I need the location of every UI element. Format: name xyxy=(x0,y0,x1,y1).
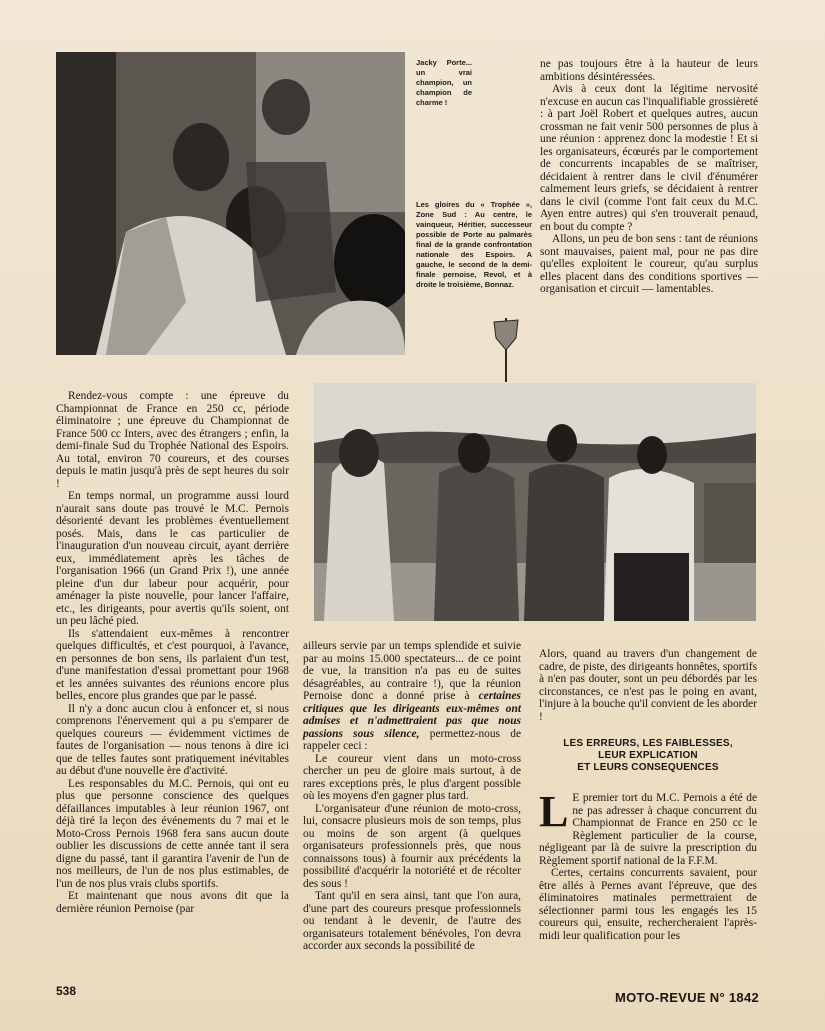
magazine-issue: MOTO-REVUE N° 1842 xyxy=(615,990,760,1005)
paragraph: Tant qu'il en sera ainsi, tant que l'on aura, d'une part des coureurs presque professionnels ou tendant à le devenir, de l'autre des organisateurs totalement bénévoles, l'on devra accorder aux seconds la possibilité de xyxy=(303,890,521,952)
photo-podium-riders xyxy=(314,383,756,621)
paragraph: Avis à ceux dont la légitime nervosité n'excuse en aucun cas l'inqualifiable grossièreté : à part Joël Robert et quelques autres, aucun crossman ne fait venir 500 personnes de plus à une réunion : apprenez donc la modestie ! Et si les organisateurs, écœurés par le comportement de concurrents incapables de se maîtriser, décidaient à rentrer dans le civil d'énumérer calmement leurs griefs, se décidaient à rentrer dans le civil (comme l'ont fait ceux du M.C. Ayen entre autres) qui s'en trouverait penaud, en bout du compte ? xyxy=(540,83,758,233)
photo-porte-congratulated xyxy=(56,52,405,355)
emphasis: certaines critiques que les dirigeants eux-mêmes ont admises et n'admettraient pas que nous passions sous silence, xyxy=(303,690,521,740)
paragraph: ne pas toujours être à la hauteur de leurs ambitions désintéressées. xyxy=(540,58,758,83)
paragraph: Et maintenant que nous avons dit que la dernière réunion Pernoise (par xyxy=(56,890,289,915)
heading-line: LEUR EXPLICATION xyxy=(598,750,698,761)
column-1 xyxy=(56,390,289,915)
paragraph: Alors, quand au travers d'un changement de cadre, de piste, des dirigeants honnêtes, sportifs à n'en pas douter, sont un peu débordés par les circonstances, ce n'est pas le poing en avant, l'injure à la bouche qu'il convient de les aborder ! xyxy=(539,648,757,723)
heading-line: ET LEURS CONSEQUENCES xyxy=(577,762,719,773)
paragraph: En temps normal, un programme aussi lourd n'aurait sans doute pas trouvé le M.C. Pernois désorienté devant les problèmes éventuellement posés. Mais, dans le cas particulier de l'inauguration d'un nouveau circuit, ayant derrière eux, immédiatement après les tâches de l'organisation 1966 (un Grand Prix !), une année pleine d'un dur labeur pour acquérir, pour aménager la piste nouvelle, pour lancer l'affaire, etc., les dirigeants, pour avertis qu'ils soient, ont un peu lâché pied. xyxy=(56,490,289,627)
section-heading xyxy=(539,738,757,774)
paragraph: Allons, un peu de bon sens : tant de réunions sont mauvaises, paient mal, pour ne pas dire qu'elles exploitent le coureur, qu'au surplus elles placent dans des conditions sportives — organisation et circuit — lamentables. xyxy=(540,233,758,295)
paragraph: Ils s'attendaient eux-mêmes à rencontrer quelques difficultés, et c'est pourquoi, à l'avance, en personnes de bon sens, ils parlaient d'un test, d'une manifestation d'essai promettant pour 1968 et les années suivantes des réunions encore plus belles, encore plus grandes que par le passé. xyxy=(56,627,289,702)
paragraph: Les responsables du M.C. Pernois, qui ont eu plus que personne conscience des quelques défaillances imputables à leur réunion 1967, ont déjà tiré la leçon des événements du 7 mai et le Moto-Cross Pernois 1968 fera sans aucun doute oublier les discussions de cette année tant il sera digne du passé, tant il garantira l'avenir de l'un de nos meilleurs, de l'un de nos plus estimables, de l'un de nos plus vrais clubs sportifs. xyxy=(56,777,289,890)
paragraph: L E premier tort du M.C. Pernois a été de ne pas adresser à chaque concurrent du Championnat de France en 250 cc le Règlement particulier de la course, négligeant par là de suivre la prescription du Règlement sportif national de la F.F.M. xyxy=(539,787,757,867)
column-3-top xyxy=(539,648,757,723)
caption-jacky-porte: Jacky Porte... un vrai champion, un champion de charme ! xyxy=(416,58,472,107)
heading-line: LES ERREURS, LES FAIBLESSES, xyxy=(563,738,733,749)
paragraph: ailleurs servie par un temps splendide et suivie par au moins 15.000 spectateurs... de ce point de vue, la transition n'a pas eu de suites désagréables, au contraire !), que la réunion Pernoise donc a donné prise à certaines critiques que les dirigeants eux-mêmes ont admises et n'admettraient pas que nous passions sous silence, permettez-nous de rappeler ceci : xyxy=(303,640,521,752)
page-number: 538 xyxy=(56,984,77,998)
column-2 xyxy=(303,640,521,953)
caption-gloires-trophee: Les gloires du « Trophée », Zone Sud : Au centre, le vainqueur, Héritier, successeur possible de Porte au palmarès final de la grande confrontation nationale des Espoirs. A gauche, le second de la demi-finale pernoise, Revol, et à droite le troisième, Bonnaz. xyxy=(416,200,532,289)
column-top-right xyxy=(540,58,758,296)
drop-cap: L xyxy=(539,787,569,836)
pennant-decoration xyxy=(486,312,526,382)
paragraph: Rendez-vous compte : une épreuve du Championnat de France en 250 cc, période éliminatoire ; une épreuve du Championnat de France 500 cc Inters, avec des étrangers ; enfin, la demi-finale Sud du Trophée National des Espoirs. Au total, environ 70 coureurs, et des courses depuis le matin jusqu'à près de sept heures du soir ! xyxy=(56,390,289,490)
paragraph: Le coureur vient dans un moto-cross chercher un peu de gloire mais surtout, à de rares exceptions près, le plus d'argent possible où les moyens d'en gagner plus tard. xyxy=(303,752,521,802)
paragraph: Il n'y a donc aucun clou à enfoncer et, si nous comprenons l'énervement qui a pu s'emparer de quelques coureurs — évidemment victimes de fautes de l'organisation — nous tenons à dire ici que de telles fautes sont pratiquement inévitables au début d'une nouvelle ère d'activité. xyxy=(56,702,289,777)
paragraph: Certes, certains concurrents savaient, pour être allés à Pernes avant l'épreuve, que des éliminatoires matinales permettraient de sélectionner parmi tous les engagés les 15 coureurs qui, ensuite, rechercheraient l'après-midi leur qualification pour les xyxy=(539,867,757,942)
column-3-bottom xyxy=(539,787,757,942)
paragraph: L'organisateur d'une réunion de moto-cross, lui, consacre plusieurs mois de son temps, plus ou moins de son argent (à quelques organisateurs professionnels près, que nous connaissons tous) à fournir aux précédents la possibilité d'acquérir la notoriété et de récolter des sous ! xyxy=(303,802,521,890)
